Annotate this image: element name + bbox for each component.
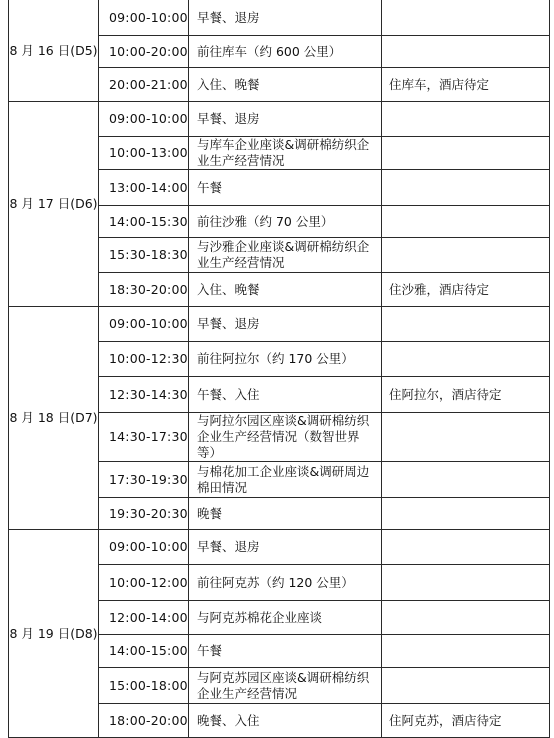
- activity-cell: 早餐、退房: [189, 102, 382, 137]
- note-cell: [382, 342, 550, 377]
- activity-cell: 与棉花加工企业座谈&调研周边棉田情况: [189, 462, 382, 498]
- schedule-row: [9, 102, 550, 137]
- time-cell: 09:00-10:00: [99, 0, 189, 36]
- activity-cell: 早餐、退房: [189, 530, 382, 565]
- activity-cell: 前往库车（约 600 公里）: [189, 36, 382, 68]
- time-cell: 14:00-15:00: [99, 635, 189, 668]
- note-cell: [382, 635, 550, 668]
- note-cell: [382, 462, 550, 498]
- note-cell: 住库车，酒店待定: [382, 68, 550, 102]
- note-cell: [382, 36, 550, 68]
- time-cell: 10:00-12:00: [99, 565, 189, 601]
- note-cell: [382, 601, 550, 635]
- note-cell: 住阿克苏，酒店待定: [382, 704, 550, 738]
- note-cell: [382, 530, 550, 565]
- time-cell: 09:00-10:00: [99, 530, 189, 565]
- note-cell: 住阿拉尔，酒店待定: [382, 377, 550, 413]
- activity-cell: 前往沙雅（约 70 公里）: [189, 206, 382, 238]
- time-cell: 18:30-20:00: [99, 273, 189, 307]
- activity-cell: 早餐、退房: [189, 0, 382, 36]
- activity-cell: 前往阿拉尔（约 170 公里）: [189, 342, 382, 377]
- time-cell: 18:00-20:00: [99, 704, 189, 738]
- activity-cell: 前往阿克苏（约 120 公里）: [189, 565, 382, 601]
- day-label: 8 月 17 日(D6): [9, 102, 99, 307]
- time-cell: 19:30-20:30: [99, 498, 189, 530]
- time-cell: 09:00-10:00: [99, 102, 189, 137]
- time-cell: 15:00-18:00: [99, 668, 189, 704]
- itinerary-body: [9, 0, 550, 738]
- time-cell: 15:30-18:30: [99, 238, 189, 273]
- time-cell: 10:00-20:00: [99, 36, 189, 68]
- activity-cell: 晚餐、入住: [189, 704, 382, 738]
- note-cell: [382, 102, 550, 137]
- time-cell: 12:00-14:00: [99, 601, 189, 635]
- time-cell: 09:00-10:00: [99, 307, 189, 342]
- note-cell: [382, 498, 550, 530]
- note-cell: [382, 238, 550, 273]
- time-cell: 14:30-17:30: [99, 413, 189, 462]
- note-cell: 住沙雅，酒店待定: [382, 273, 550, 307]
- schedule-row: [9, 307, 550, 342]
- activity-cell: 与库车企业座谈&调研棉纺织企业生产经营情况: [189, 137, 382, 170]
- time-cell: 13:00-14:00: [99, 170, 189, 206]
- schedule-row: [9, 0, 550, 36]
- activity-cell: 午餐: [189, 635, 382, 668]
- activity-cell: 午餐、入住: [189, 377, 382, 413]
- time-cell: 10:00-13:00: [99, 137, 189, 170]
- note-cell: [382, 137, 550, 170]
- activity-cell: 入住、晚餐: [189, 273, 382, 307]
- activity-cell: 午餐: [189, 170, 382, 206]
- activity-cell: 与阿克苏棉花企业座谈: [189, 601, 382, 635]
- day-label: 8 月 16 日(D5): [9, 0, 99, 102]
- schedule-row: [9, 530, 550, 565]
- day-label: 8 月 19 日(D8): [9, 530, 99, 738]
- activity-cell: 入住、晚餐: [189, 68, 382, 102]
- note-cell: [382, 565, 550, 601]
- time-cell: 12:30-14:30: [99, 377, 189, 413]
- note-cell: [382, 307, 550, 342]
- day-label: 8 月 18 日(D7): [9, 307, 99, 530]
- itinerary-table: [8, 0, 550, 738]
- activity-cell: 与沙雅企业座谈&调研棉纺织企业生产经营情况: [189, 238, 382, 273]
- time-cell: 14:00-15:30: [99, 206, 189, 238]
- time-cell: 10:00-12:30: [99, 342, 189, 377]
- activity-cell: 与阿拉尔园区座谈&调研棉纺织企业生产经营情况（数智世界等）: [189, 413, 382, 462]
- time-cell: 20:00-21:00: [99, 68, 189, 102]
- note-cell: [382, 0, 550, 36]
- note-cell: [382, 206, 550, 238]
- note-cell: [382, 170, 550, 206]
- activity-cell: 晚餐: [189, 498, 382, 530]
- note-cell: [382, 668, 550, 704]
- time-cell: 17:30-19:30: [99, 462, 189, 498]
- activity-cell: 早餐、退房: [189, 307, 382, 342]
- note-cell: [382, 413, 550, 462]
- activity-cell: 与阿克苏园区座谈&调研棉纺织企业生产经营情况: [189, 668, 382, 704]
